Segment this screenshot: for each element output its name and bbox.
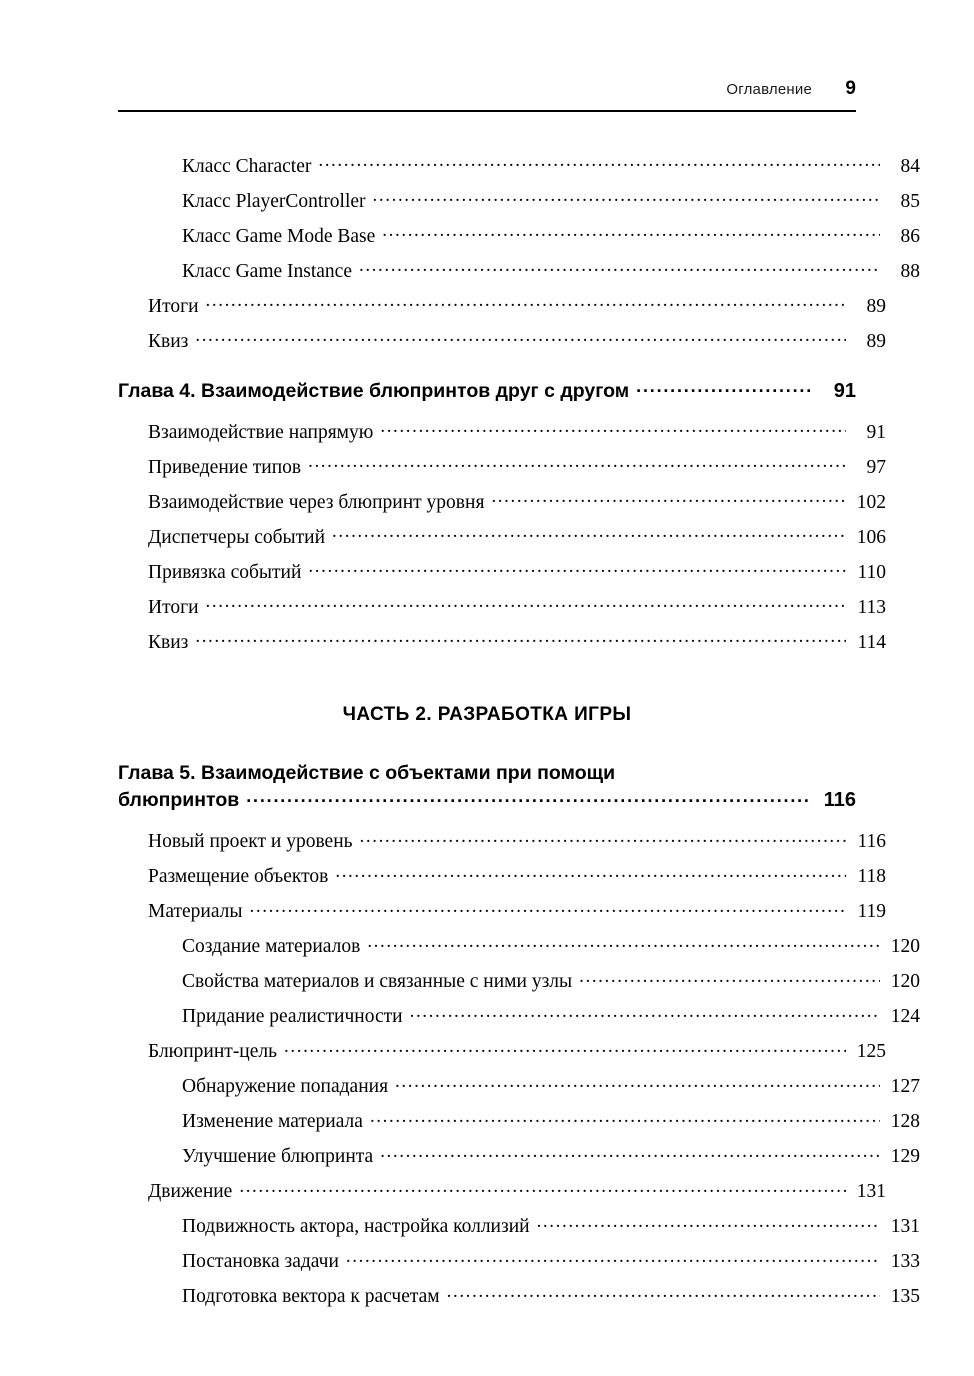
toc-entry-page: 116 — [857, 830, 886, 852]
toc-entry-label: Обнаружение попадания — [182, 1075, 389, 1097]
toc-leader-dots — [380, 1142, 880, 1162]
toc-leader-dots — [410, 1002, 880, 1022]
toc-entry-label: Класс Game Instance — [182, 260, 352, 282]
toc-entry[interactable] — [118, 628, 886, 652]
toc-leader-dots — [206, 292, 846, 312]
toc-entry-page: 128 — [890, 1110, 920, 1132]
toc-entry[interactable] — [118, 1177, 886, 1201]
toc-leader-dots — [239, 1177, 846, 1197]
toc-part-title: ЧАСТЬ 2. РАЗРАБОТКА ИГРЫ — [342, 704, 632, 725]
toc-entry-page: 89 — [866, 295, 886, 317]
toc-entry[interactable] — [118, 862, 886, 886]
toc-entry-label: Класс PlayerController — [182, 190, 366, 212]
toc-entry-page: 125 — [856, 1040, 886, 1062]
toc-entry-page: 124 — [890, 1005, 920, 1027]
table-of-contents — [118, 152, 920, 1317]
toc-leader-dots — [308, 453, 846, 473]
toc-leader-dots — [370, 1107, 880, 1127]
toc-leader-dots — [373, 187, 880, 207]
header-divider — [118, 110, 856, 112]
toc-entry-label: Квиз — [148, 330, 189, 352]
toc-entry[interactable] — [118, 932, 920, 956]
toc-entry[interactable] — [118, 292, 886, 316]
toc-entry-label: Улучшение блюпринта — [182, 1145, 374, 1167]
toc-entry[interactable] — [118, 327, 886, 351]
toc-leader-dots — [308, 558, 846, 578]
toc-entry-page: 129 — [890, 1145, 920, 1167]
toc-entry-label: Итоги — [148, 295, 199, 317]
toc-entry-label: Свойства материалов и связанные с ними узлы — [182, 970, 573, 992]
header-page-number: 9 — [845, 78, 856, 99]
toc-entry-page: 127 — [890, 1075, 920, 1097]
toc-entry-label: Придание реалистичности — [182, 1005, 403, 1027]
toc-entry[interactable] — [118, 1037, 886, 1061]
toc-chapter-entry-5[interactable] — [118, 760, 856, 810]
page-header — [118, 78, 856, 100]
toc-entry[interactable] — [118, 1282, 920, 1306]
toc-entry-page: 120 — [890, 970, 920, 992]
toc-entry[interactable] — [118, 1212, 920, 1236]
toc-entry[interactable] — [118, 257, 920, 281]
toc-entry[interactable] — [118, 1107, 920, 1131]
toc-entry-label: Итоги — [148, 596, 199, 618]
toc-leader-dots — [359, 257, 880, 277]
toc-entry[interactable] — [118, 1247, 920, 1271]
toc-entry[interactable] — [118, 222, 920, 246]
toc-leader-dots — [447, 1282, 880, 1302]
toc-entry-page: 113 — [857, 596, 886, 618]
header-title: Оглавление — [726, 81, 812, 98]
toc-leader-dots — [206, 593, 846, 613]
toc-leader-dots — [395, 1072, 880, 1092]
toc-entry-label: Диспетчеры событий — [148, 526, 326, 548]
toc-entry-label: Создание материалов — [182, 935, 361, 957]
toc-leader-dots — [250, 897, 846, 917]
toc-entry[interactable] — [118, 1072, 920, 1096]
toc-entry-page: 102 — [856, 491, 886, 513]
toc-entry-page: 131 — [856, 1180, 886, 1202]
toc-leader-dots — [318, 152, 880, 172]
toc-entry[interactable] — [118, 897, 886, 921]
toc-entry-page: 135 — [890, 1285, 920, 1307]
toc-entry-page: 86 — [900, 225, 920, 247]
toc-entry-page: 85 — [900, 190, 920, 212]
toc-entry-label: Блюпринт-цель — [148, 1040, 278, 1062]
toc-chapter-page: 91 — [833, 379, 856, 402]
toc-chapter-line2 — [118, 786, 856, 810]
toc-entry-label: Подготовка вектора к расчетам — [182, 1285, 440, 1307]
toc-entry-page: 88 — [900, 260, 920, 282]
toc-entry[interactable] — [118, 418, 886, 442]
toc-entry-page: 84 — [900, 155, 920, 177]
toc-entry-label: Взаимодействие напрямую — [148, 421, 374, 443]
toc-entry-label: Движение — [148, 1180, 233, 1202]
toc-entry-page: 119 — [857, 900, 886, 922]
toc-entry-label: Изменение материала — [182, 1110, 363, 1132]
toc-entry-label: Класс Game Mode Base — [182, 225, 376, 247]
toc-entry[interactable] — [118, 593, 886, 617]
toc-entry[interactable] — [118, 488, 886, 512]
toc-entry-label: Подвижность актора, настройка коллизий — [182, 1215, 530, 1237]
toc-chapter-label: Глава 4. Взаимодействие блюпринтов друг с другом — [118, 379, 630, 402]
toc-entry-label: Новый проект и уровень — [148, 830, 353, 852]
toc-entry-page: 133 — [890, 1250, 920, 1272]
toc-entry-label: Привязка событий — [148, 561, 302, 583]
toc-entry-label: Квиз — [148, 631, 189, 653]
toc-leader-dots — [537, 1212, 880, 1232]
toc-entry-label: Приведение типов — [148, 456, 302, 478]
toc-leader-dots — [382, 222, 880, 242]
toc-leader-dots — [195, 327, 846, 347]
toc-entry-label: Материалы — [148, 900, 243, 922]
toc-leader-dots — [380, 418, 846, 438]
toc-chapter-entry-4[interactable] — [118, 377, 856, 401]
toc-leader-dots — [636, 377, 812, 397]
toc-leader-dots — [360, 827, 846, 847]
toc-entry-label: Размещение объектов — [148, 865, 329, 887]
toc-leader-dots — [284, 1037, 846, 1057]
toc-entry-page: 120 — [890, 935, 920, 957]
toc-entry-label: Класс Character — [182, 155, 312, 177]
toc-entry[interactable] — [118, 152, 920, 176]
toc-entry-page: 114 — [857, 631, 886, 653]
toc-chapter-page: 116 — [823, 788, 856, 811]
toc-entry-page: 91 — [866, 421, 886, 443]
toc-entry-page: 106 — [856, 526, 886, 548]
toc-entry[interactable] — [118, 558, 886, 582]
toc-leader-dots — [335, 862, 846, 882]
toc-chapter-label-line1: Глава 5. Взаимодействие с объектами при помощи — [118, 762, 616, 784]
toc-leader-dots — [491, 488, 846, 508]
toc-entry-label: Взаимодействие через блюпринт уровня — [148, 491, 485, 513]
toc-entry-page: 110 — [857, 561, 886, 583]
toc-entry[interactable] — [118, 1002, 920, 1026]
toc-entry-page: 97 — [866, 456, 886, 478]
toc-leader-dots — [246, 786, 812, 806]
toc-entry[interactable] — [118, 967, 920, 991]
toc-chapter-label-line2: блюпринтов — [118, 788, 240, 811]
toc-entry[interactable] — [118, 187, 920, 211]
toc-leader-dots — [367, 932, 880, 952]
toc-entry-page: 118 — [857, 865, 886, 887]
toc-entry[interactable] — [118, 453, 886, 477]
toc-entry[interactable] — [118, 827, 886, 851]
toc-leader-dots — [195, 628, 846, 648]
toc-entry-label: Постановка задачи — [182, 1250, 339, 1272]
toc-leader-dots — [332, 523, 846, 543]
toc-entry-page: 131 — [890, 1215, 920, 1237]
toc-leader-dots — [579, 967, 880, 987]
toc-leader-dots — [346, 1247, 880, 1267]
toc-entry[interactable] — [118, 1142, 920, 1166]
toc-entry[interactable] — [118, 523, 886, 547]
toc-entry-page: 89 — [866, 330, 886, 352]
